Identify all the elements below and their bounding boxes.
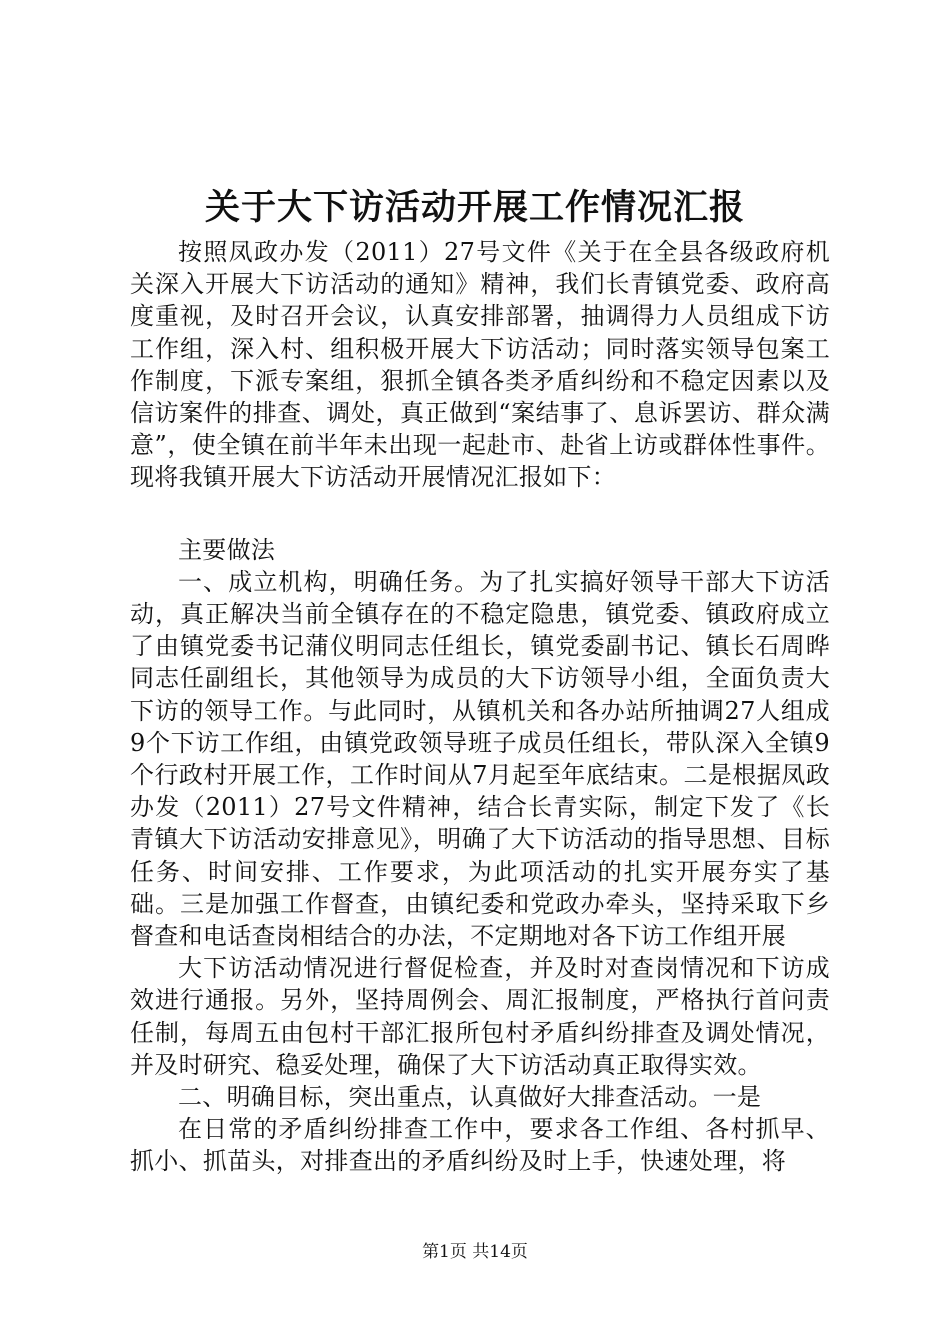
paragraph-point-two: 二、明确目标，突出重点，认真做好大排查活动。一是 xyxy=(178,1083,762,1112)
paragraph-spacer xyxy=(130,494,830,534)
paragraph-point-two-continued: 在日常的矛盾纠纷排查工作中，要求各工作组、各村抓早、抓小、抓苗头，对排查出的矛盾纠纷及时上手，快速处理，将 xyxy=(130,1115,830,1176)
paragraph-intro: 按照凤政办发（2011）27号文件《关于在全县各级政府机关深入开展大下访活动的通知》精神，我们长青镇党委、政府高度重视，及时召开会议，认真安排部署，抽调得力人员组成下访工作组，深入村、组积极开展大下访活动；同时落实领导包案工作制度，下派专案组，狠抓全镇各类矛盾纠纷和不稳定因素以及信访案件的排查、调处，真正做到“案结事了、息诉罢访、群众满意”，使全镇在前半年未出现一起赴市、赴省上访或群体性事件。现将我镇开展大下访活动开展情况汇报如下： xyxy=(130,238,830,492)
paragraph-section-heading: 主要做法 xyxy=(178,535,276,564)
paragraph-point-one-continued: 大下访活动情况进行督促检查，并及时对查岗情况和下访成效进行通报。另外，坚持周例会、周汇报制度，严格执行首问责任制，每周五由包村干部汇报所包村矛盾纠纷排查及调处情况，并及时研究、稳妥处理，确保了大下访活动真正取得实效。 xyxy=(130,954,830,1079)
document-body xyxy=(130,236,830,1178)
paragraph-point-one: 一、成立机构，明确任务。为了扎实搞好领导干部大下访活动，真正解决当前全镇存在的不稳定隐患，镇党委、镇政府成立了由镇党委书记蒲仪明同志任组长，镇党委副书记、镇长石周晔同志任副组长，其他领导为成员的大下访领导小组，全面负责大下访的领导工作。与此同时，从镇机关和各办站所抽调27人组成9个下访工作组，由镇党政领导班子成员任组长，带队深入全镇9个行政村开展工作，工作时间从7月起至年底结束。二是根据凤政办发（2011）27号文件精神，结合长青实际，制定下发了《长青镇大下访活动安排意见》，明确了大下访活动的指导思想、目标任务、时间安排、工作要求，为此项活动的扎实开展夯实了基础。三是加强工作督查，由镇纪委和党政办牵头，坚持采取下乡督查和电话查岗相结合的办法，不定期地对各下访工作组开展 xyxy=(130,567,830,951)
document-title: 关于大下访活动开展工作情况汇报 xyxy=(204,187,745,228)
page-number: 第1页 共14页 xyxy=(422,1242,528,1262)
